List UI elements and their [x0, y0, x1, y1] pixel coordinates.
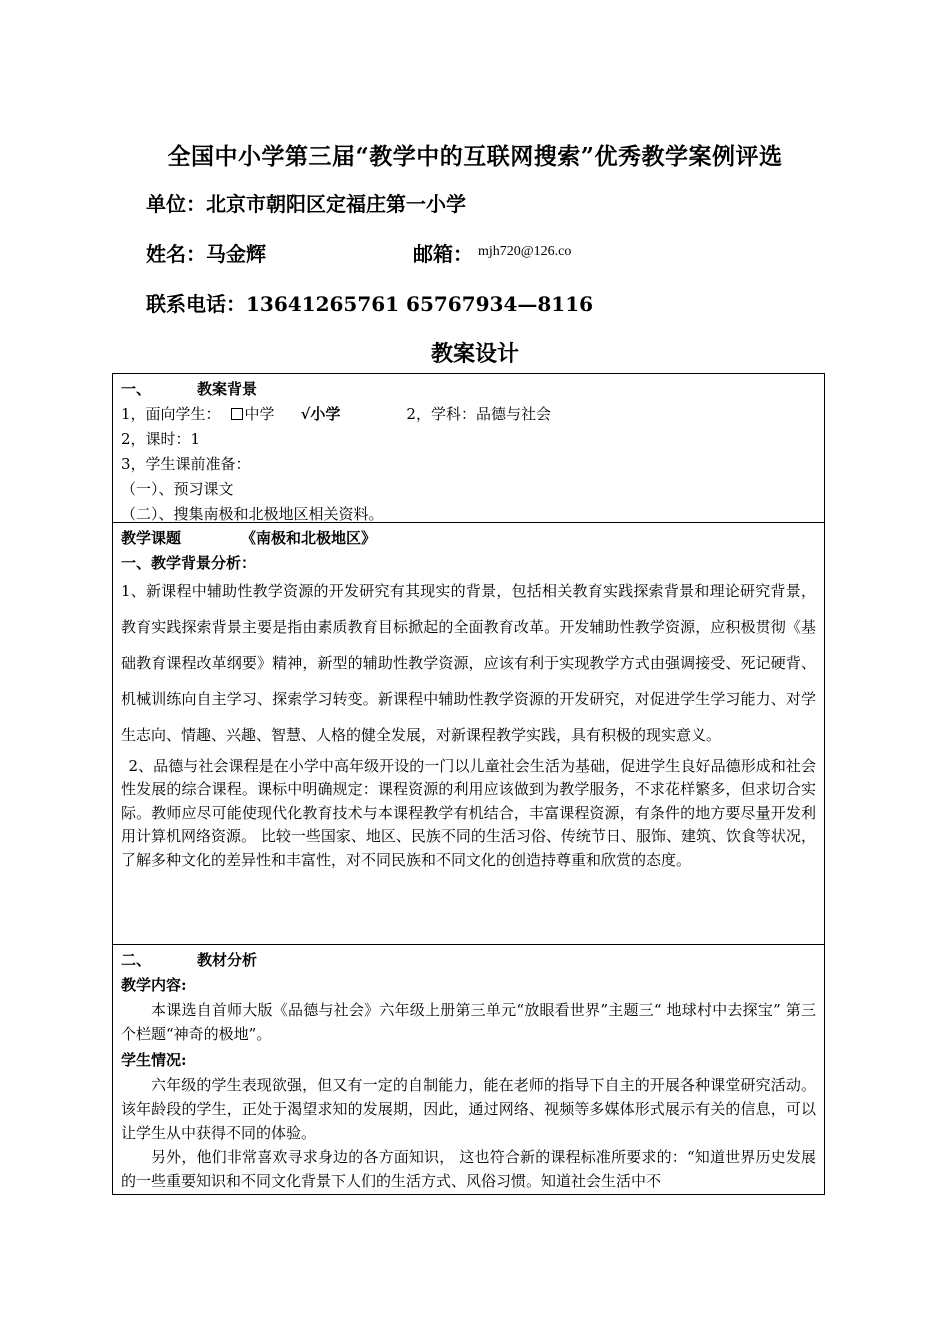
- lesson-plan-table: [112, 373, 825, 1195]
- background-cell: [113, 374, 824, 523]
- name-line: 姓名：马金辉: [146, 242, 266, 266]
- analysis-heading: 一、教学背景分析：: [121, 554, 257, 572]
- students-situation-label: 学生情况:: [121, 1051, 187, 1069]
- section-title: 教案设计: [430, 341, 519, 367]
- email-value: mjh720@126.co: [478, 244, 572, 259]
- material-heading-num: 二、: [121, 951, 152, 969]
- students-paragraph-1: 六年级的学生表现欲强，但又有一定的自制能力，能在老师的指导下自主的开展各种课堂研究活动。该年龄段的学生，正处于渴望求知的发展期，因此，通过网络、视频等多媒体形式展示有关的信息，可以让学生从中获得不同的体验。: [121, 1076, 816, 1142]
- students-row: [121, 402, 816, 427]
- students-paragraph-2: 另外，他们非常喜欢寻求身边的各方面知识， 这也符合新的课程标准所要求的：“知道世界历史发展的一些重要知识和不同文化背景下人们的生活方式、风俗习惯。知道社会生活中不: [121, 1148, 816, 1190]
- students-label: 1，面向学生：: [121, 405, 221, 423]
- subject-label: 2，学科：品德与社会: [406, 405, 551, 423]
- topic-row: [121, 526, 816, 551]
- analysis-paragraph-1: 1、新课程中辅助性教学资源的开发研究有其现实的背景，包括相关教育实践探索背景和理论研究背景，教育实践探索背景主要是指由素质教育目标掀起的全面教育改革。开发辅助性教学资源，应积极贯彻《基础教育课程改革纲要》精神，新型的辅助性教学资源，应该有利于实现教学方式由强调接受、死记硬背、机械训练向自主学习、探索学习转变。新课程中辅助性教学资源的开发研究，对促进学生学习能力、对学生志向、情趣、兴趣、智慧、人格的健全发展，对新课程教学实践，具有积极的现实意义。: [121, 582, 816, 744]
- background-heading-num: 一、: [121, 380, 152, 398]
- analysis-paragraph-2: 2、品德与社会课程是在小学中高年级开设的一门以儿童社会生活为基础，促进学生良好品德形成和社会性发展的综合课程。课标中明确规定：课程资源的利用应该做到为教学服务，不求花样繁多，但求切合实际。教师应尽可能使现代化教育技术与本课程教学有机结合，丰富课程资源，有条件的地方要尽量开发利用计算机网络资源。 比较一些国家、地区、民族不同的生活习俗、传统节日、服饰、建筑、饮食等状况，了解多种文化的差异性和丰富性，对不同民族和不同文化的创造持尊重和欣赏的态度。: [121, 757, 816, 869]
- unit-line: 单位：北京市朝阳区定福庄第一小学: [146, 192, 466, 216]
- option-primary: √小学: [300, 405, 341, 423]
- background-heading: [121, 377, 816, 402]
- prep-item-2: （二）、搜集南极和北极地区相关资料。: [121, 505, 384, 523]
- option-middle: 中学: [244, 405, 275, 423]
- topic-cell: [113, 523, 824, 945]
- checkbox-icon: [231, 408, 243, 420]
- material-heading-text: 教材分析: [197, 951, 258, 969]
- hours-line: 2，课时：1: [121, 430, 201, 448]
- page-title: 全国中小学第三届“教学中的互联网搜索”优秀教学案例评选: [167, 143, 783, 170]
- material-heading: [121, 948, 816, 973]
- background-heading-text: 教案背景: [197, 380, 258, 398]
- prep-line: 3，学生课前准备：: [121, 455, 251, 473]
- content-label: 教学内容:: [121, 976, 187, 994]
- material-cell: [113, 945, 824, 1195]
- email-label: 邮箱：: [413, 242, 473, 266]
- content-paragraph: 本课选自首师大版《品德与社会》六年级上册第三单元“放眼看世界”主题三“ 地球村中去探宝” 第三个栏题“神奇的极地”。: [121, 1001, 816, 1043]
- phone-line: 联系电话：13641265761 65767934—8116: [146, 292, 594, 316]
- topic-title: 《南极和北极地区》: [241, 529, 377, 547]
- topic-label: 教学课题: [121, 529, 182, 547]
- prep-item-1: （一）、预习课文: [121, 480, 234, 498]
